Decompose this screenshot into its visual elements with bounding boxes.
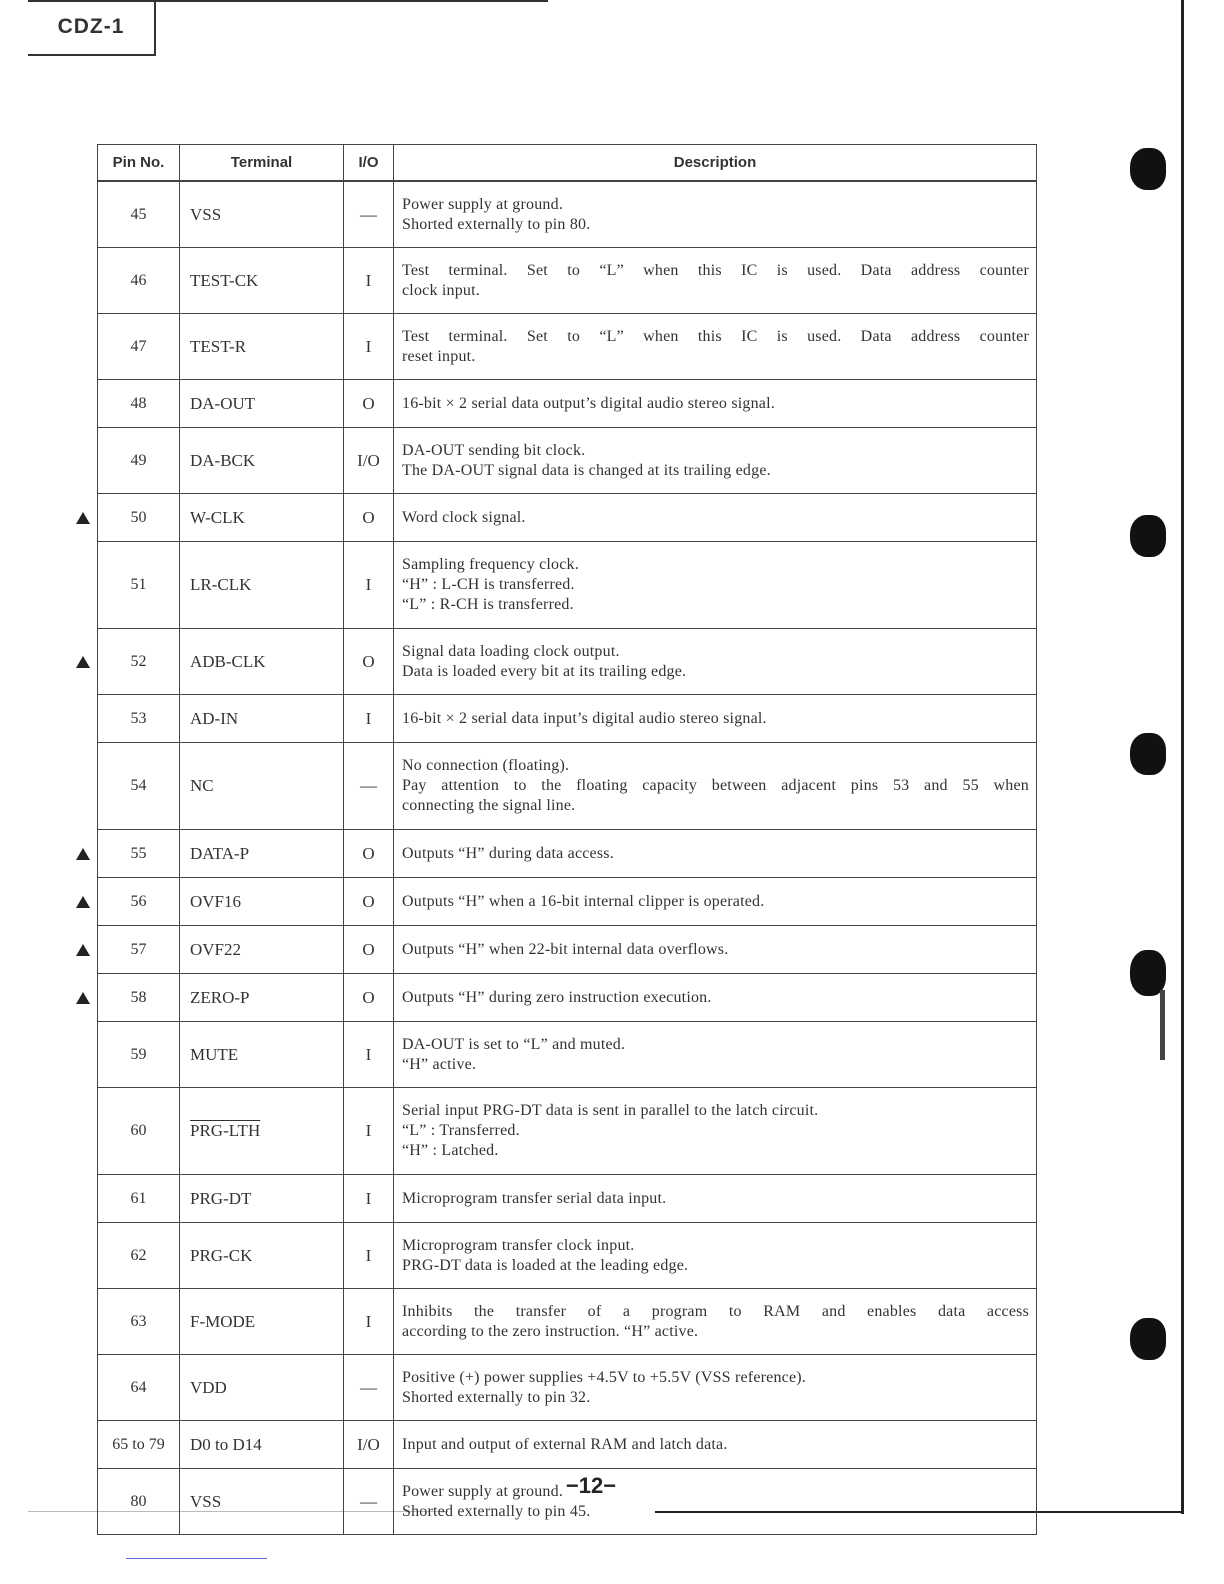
description-line: Shorted externally to pin 80. — [402, 215, 591, 233]
description-line: Microprogram transfer serial data input. — [402, 1189, 667, 1207]
description-cell — [394, 926, 1037, 974]
terminal-cell: TEST-CK — [180, 248, 344, 314]
io-cell: O — [344, 380, 394, 428]
change-marker-icon — [76, 992, 90, 1004]
description-cell — [394, 974, 1037, 1022]
table-row — [98, 629, 1037, 695]
description-line: 16-bit × 2 serial data input’s digital audio stereo signal. — [402, 709, 767, 727]
description-line: Inhibits the transfer of a program to RAM and enables data access — [402, 1302, 1029, 1320]
terminal-cell: PRG-CK — [180, 1223, 344, 1289]
description-cell — [394, 878, 1037, 926]
description-cell — [394, 380, 1037, 428]
pin-number-cell: 61 — [98, 1175, 180, 1223]
description-line: “H” : Latched. — [402, 1142, 499, 1159]
description-line: “L” : Transferred. — [402, 1122, 520, 1139]
pin-number-cell: 47 — [98, 314, 180, 380]
description-line: Sampling frequency clock. — [402, 556, 579, 573]
table-row — [98, 1088, 1037, 1175]
description-line: according to the zero instruction. “H” active. — [402, 1322, 699, 1340]
description-cell — [394, 1289, 1037, 1355]
description-cell — [394, 743, 1037, 830]
table-row — [98, 1355, 1037, 1421]
table-row — [98, 181, 1037, 248]
change-marker-icon — [76, 512, 90, 524]
pin-number-cell: 46 — [98, 248, 180, 314]
terminal-cell: PRG-LTH — [180, 1088, 344, 1175]
pin-number-cell: 60 — [98, 1088, 180, 1175]
io-cell: — — [344, 1469, 394, 1535]
description-line: Data is loaded every bit at its trailing edge. — [402, 662, 687, 680]
io-cell: O — [344, 629, 394, 695]
description-line: Shorted externally to pin 45. — [402, 1502, 591, 1520]
change-marker-icon — [76, 848, 90, 860]
description-line: Power supply at ground. — [402, 1482, 564, 1500]
terminal-cell: DA-OUT — [180, 380, 344, 428]
model-label: CDZ-1 — [28, 0, 156, 56]
description-cell — [394, 695, 1037, 743]
pin-number-cell: 45 — [98, 181, 180, 248]
description-cell — [394, 1469, 1037, 1535]
description-line: “H” : L-CH is transferred. — [402, 576, 575, 593]
description-line: Shorted externally to pin 32. — [402, 1388, 591, 1406]
header-description: Description — [394, 145, 1037, 182]
binder-hole-tear — [1160, 990, 1165, 1060]
table-row — [98, 314, 1037, 380]
io-cell: — — [344, 743, 394, 830]
terminal-cell: OVF16 — [180, 878, 344, 926]
io-cell: I — [344, 248, 394, 314]
description-line: The DA-OUT signal data is changed at its trailing edge. — [402, 461, 771, 479]
table-row — [98, 1421, 1037, 1469]
description-cell — [394, 1421, 1037, 1469]
header-pin-no: Pin No. — [98, 145, 180, 182]
description-line: PRG-DT data is loaded at the leading edge. — [402, 1256, 689, 1274]
terminal-cell: AD-IN — [180, 695, 344, 743]
description-line: Pay attention to the floating capacity between adjacent pins 53 and 55 when — [402, 777, 1029, 794]
table-row — [98, 878, 1037, 926]
terminal-cell: OVF22 — [180, 926, 344, 974]
description-cell — [394, 1223, 1037, 1289]
description-cell — [394, 181, 1037, 248]
terminal-cell: VDD — [180, 1355, 344, 1421]
description-line: “L” : R-CH is transferred. — [402, 596, 574, 613]
terminal-cell: NC — [180, 743, 344, 830]
pin-number-cell: 63 — [98, 1289, 180, 1355]
footer-underline — [126, 1558, 267, 1559]
page-number: −12− — [565, 1473, 617, 1498]
table-row — [98, 695, 1037, 743]
pin-number-cell: 62 — [98, 1223, 180, 1289]
terminal-cell: VSS — [180, 1469, 344, 1535]
change-marker-icon — [76, 944, 90, 956]
io-cell: I — [344, 1175, 394, 1223]
io-cell: O — [344, 830, 394, 878]
description-line: Input and output of external RAM and latch data. — [402, 1435, 728, 1453]
terminal-cell: LR-CLK — [180, 542, 344, 629]
table-row — [98, 494, 1037, 542]
terminal-cell: PRG-DT — [180, 1175, 344, 1223]
description-line: Signal data loading clock output. — [402, 642, 620, 660]
terminal-cell: VSS — [180, 181, 344, 248]
io-cell: — — [344, 1355, 394, 1421]
io-cell: I — [344, 1223, 394, 1289]
change-marker-icon — [76, 896, 90, 908]
io-cell: I — [344, 1289, 394, 1355]
description-line: Outputs “H” when a 16-bit internal clipper is operated. — [402, 892, 765, 910]
pin-number-cell: 56 — [98, 878, 180, 926]
description-line: Positive (+) power supplies +4.5V to +5.5V (VSS reference). — [402, 1368, 806, 1386]
table-row — [98, 248, 1037, 314]
table-row — [98, 428, 1037, 494]
pin-number-cell: 57 — [98, 926, 180, 974]
pin-number-cell: 48 — [98, 380, 180, 428]
description-cell — [394, 1355, 1037, 1421]
io-cell: I/O — [344, 1421, 394, 1469]
description-line: Outputs “H” during data access. — [402, 844, 614, 862]
binder-hole-icon — [1130, 1318, 1166, 1360]
table-header-row — [98, 145, 1037, 182]
terminal-cell: ADB-CLK — [180, 629, 344, 695]
description-line: Power supply at ground. — [402, 195, 564, 213]
table-row — [98, 743, 1037, 830]
header-terminal: Terminal — [180, 145, 344, 182]
terminal-cell: W-CLK — [180, 494, 344, 542]
description-line: reset input. — [402, 347, 476, 365]
description-line: Test terminal. Set to “L” when this IC is used. Data address counter — [402, 261, 1029, 279]
pin-number-cell: 65 to 79 — [98, 1421, 180, 1469]
pin-number-cell: 58 — [98, 974, 180, 1022]
description-line: 16-bit × 2 serial data output’s digital audio stereo signal. — [402, 394, 775, 412]
description-line: Microprogram transfer clock input. — [402, 1236, 635, 1254]
io-cell: I — [344, 695, 394, 743]
description-cell — [394, 1088, 1037, 1175]
table-row — [98, 974, 1037, 1022]
right-border-rule — [1181, 0, 1184, 1514]
pin-number-cell: 52 — [98, 629, 180, 695]
terminal-cell: D0 to D14 — [180, 1421, 344, 1469]
terminal-cell: TEST-R — [180, 314, 344, 380]
io-cell: O — [344, 878, 394, 926]
table-row — [98, 830, 1037, 878]
table-row — [98, 542, 1037, 629]
description-line: No connection (floating). — [402, 757, 570, 774]
description-line: Outputs “H” during zero instruction execution. — [402, 988, 712, 1006]
pin-number-cell: 55 — [98, 830, 180, 878]
io-cell: O — [344, 494, 394, 542]
pin-number-cell: 50 — [98, 494, 180, 542]
description-line: Outputs “H” when 22-bit internal data overflows. — [402, 940, 729, 958]
pin-description-table — [97, 144, 1037, 1535]
io-cell: O — [344, 974, 394, 1022]
pin-number-cell: 51 — [98, 542, 180, 629]
description-cell — [394, 830, 1037, 878]
pin-number-cell: 64 — [98, 1355, 180, 1421]
io-cell: — — [344, 181, 394, 248]
description-line: Serial input PRG-DT data is sent in parallel to the latch circuit. — [402, 1102, 819, 1119]
terminal-cell: ZERO-P — [180, 974, 344, 1022]
description-line: DA-OUT sending bit clock. — [402, 441, 586, 459]
pin-number-cell: 53 — [98, 695, 180, 743]
pin-number-cell: 54 — [98, 743, 180, 830]
description-line: “H” active. — [402, 1055, 477, 1073]
description-cell — [394, 314, 1037, 380]
io-cell: O — [344, 926, 394, 974]
table-row — [98, 1022, 1037, 1088]
binder-hole-icon — [1130, 148, 1166, 190]
io-cell: I — [344, 1088, 394, 1175]
description-cell — [394, 494, 1037, 542]
table-row — [98, 1175, 1037, 1223]
description-cell — [394, 542, 1037, 629]
description-cell — [394, 1175, 1037, 1223]
description-cell — [394, 1022, 1037, 1088]
io-cell: I — [344, 314, 394, 380]
description-line: DA-OUT is set to “L” and muted. — [402, 1035, 626, 1053]
terminal-cell: DATA-P — [180, 830, 344, 878]
terminal-cell: F-MODE — [180, 1289, 344, 1355]
description-line: Word clock signal. — [402, 508, 526, 526]
binder-hole-icon — [1130, 733, 1166, 775]
description-line: Test terminal. Set to “L” when this IC is used. Data address counter — [402, 327, 1029, 345]
table-row — [98, 926, 1037, 974]
binder-hole-icon — [1130, 515, 1166, 557]
pin-number-cell: 59 — [98, 1022, 180, 1088]
table-row — [98, 380, 1037, 428]
table-row — [98, 1223, 1037, 1289]
io-cell: I — [344, 542, 394, 629]
description-cell — [394, 629, 1037, 695]
terminal-cell: DA-BCK — [180, 428, 344, 494]
change-marker-icon — [76, 656, 90, 668]
description-cell — [394, 248, 1037, 314]
pin-number-cell: 49 — [98, 428, 180, 494]
terminal-cell: MUTE — [180, 1022, 344, 1088]
io-cell: I — [344, 1022, 394, 1088]
description-line: clock input. — [402, 281, 480, 299]
description-cell — [394, 428, 1037, 494]
pin-number-cell: 80 — [98, 1469, 180, 1535]
table-row — [98, 1289, 1037, 1355]
description-line: connecting the signal line. — [402, 797, 576, 814]
io-cell: I/O — [344, 428, 394, 494]
header-io: I/O — [344, 145, 394, 182]
